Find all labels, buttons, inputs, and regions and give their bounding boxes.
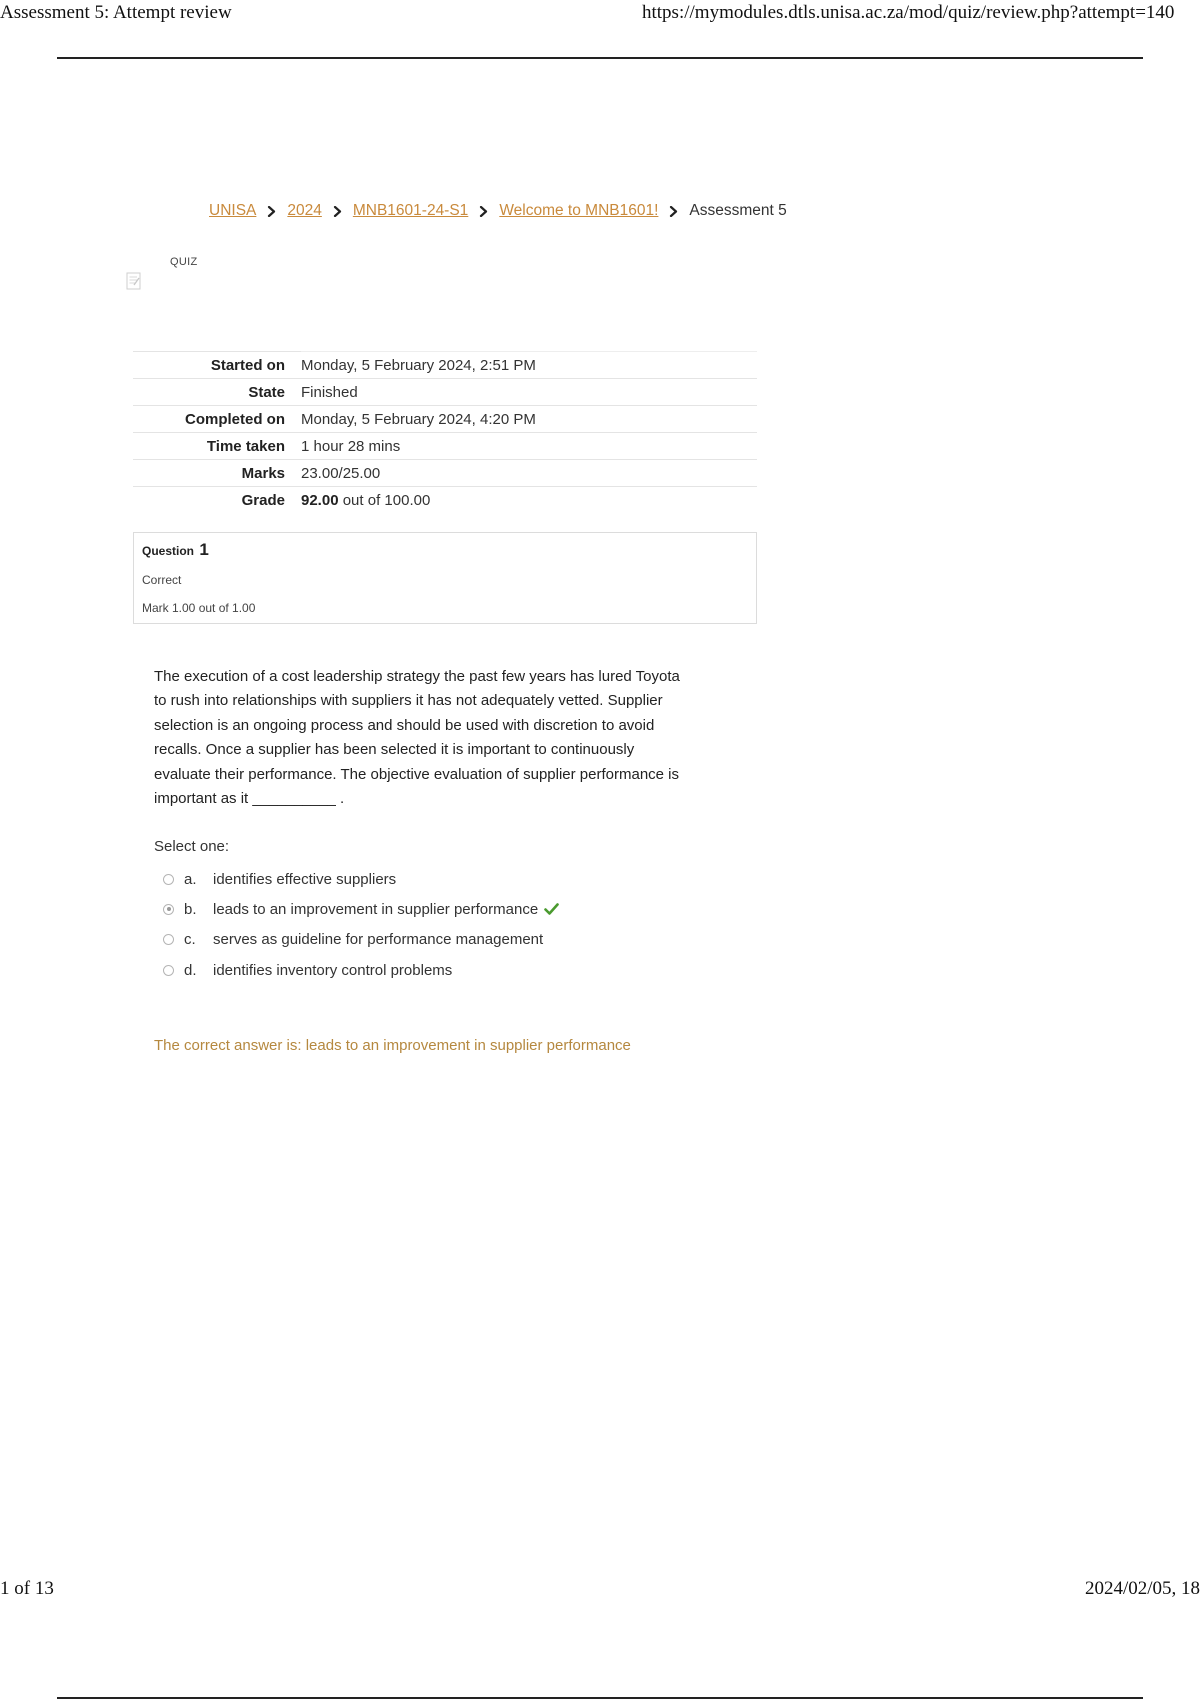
summary-label: Time taken (133, 433, 301, 460)
radio-button[interactable] (163, 965, 174, 976)
print-footer-datetime: 2024/02/05, 18 (1085, 1578, 1200, 1599)
answer-option-c[interactable] (163, 925, 559, 955)
summary-row-time-taken (133, 433, 757, 460)
header-rule (57, 57, 1143, 59)
answer-option-b[interactable] (163, 894, 559, 924)
summary-value: 1 hour 28 mins (301, 433, 757, 460)
activity-type-label: QUIZ (170, 256, 198, 268)
answer-option-a[interactable] (163, 864, 559, 894)
answer-option-d[interactable] (163, 955, 559, 985)
summary-value (301, 487, 757, 514)
answer-letter: c. (184, 931, 196, 949)
answer-text: serves as guideline for performance management (213, 931, 544, 949)
summary-row-completed (133, 406, 757, 433)
attempt-summary-table (133, 351, 757, 514)
question-number-value: 1 (199, 540, 209, 559)
question-state: Correct (142, 573, 182, 587)
summary-row-state (133, 379, 757, 406)
summary-label: Started on (133, 352, 301, 379)
correct-answer-feedback: The correct answer is: leads to an improvement in supplier performance (154, 1037, 631, 1054)
question-mark: Mark 1.00 out of 1.00 (142, 601, 256, 615)
chevron-right-icon (669, 206, 678, 217)
print-footer-page: 1 of 13 (0, 1578, 54, 1599)
chevron-right-icon (333, 206, 342, 217)
radio-button[interactable] (163, 934, 174, 945)
question-text-line: important as it __________ . (154, 790, 345, 808)
breadcrumb-link-year[interactable]: 2024 (287, 202, 322, 219)
summary-label: State (133, 379, 301, 406)
answer-letter: d. (184, 961, 197, 979)
breadcrumb (209, 202, 787, 220)
checkmark-icon (544, 903, 559, 915)
question-text-line: recalls. Once a supplier has been selected it is important to continuously (154, 741, 635, 759)
answer-letter: b. (184, 900, 197, 918)
breadcrumb-link-unisa[interactable]: UNISA (209, 202, 257, 219)
print-header-title: Assessment 5: Attempt review (0, 2, 232, 23)
summary-value: Finished (301, 379, 757, 406)
breadcrumb-link-welcome[interactable]: Welcome to MNB1601! (499, 202, 659, 219)
footer-rule (57, 1697, 1143, 1699)
grade-score: 92.00 (301, 491, 339, 509)
chevron-right-icon (267, 206, 276, 217)
answer-prompt: Select one: (154, 838, 230, 855)
radio-button[interactable] (163, 874, 174, 885)
quiz-icon (126, 272, 142, 290)
summary-row-marks (133, 460, 757, 487)
question-label: Question (142, 544, 195, 558)
breadcrumb-link-course[interactable]: MNB1601-24-S1 (352, 202, 469, 219)
question-text-line: selection is an ongoing process and should be used with discretion to avoid (154, 716, 655, 734)
question-info-box (133, 532, 757, 624)
answer-letter: a. (184, 870, 197, 888)
answer-list (163, 864, 559, 985)
question-text-line: evaluate their performance. The objective evaluation of supplier performance is (154, 765, 680, 783)
summary-value: 23.00/25.00 (301, 460, 757, 487)
breadcrumb-current: Assessment 5 (689, 202, 787, 219)
summary-value: Monday, 5 February 2024, 2:51 PM (301, 352, 757, 379)
summary-label: Completed on (133, 406, 301, 433)
summary-label: Marks (133, 460, 301, 487)
answer-text: identifies effective suppliers (213, 870, 397, 888)
print-header-url: https://mymodules.dtls.unisa.ac.za/mod/quiz/review.php?attempt=140 (642, 2, 1175, 23)
question-text-line: to rush into relationships with suppliers it has not adequately vetted. Supplier (154, 692, 663, 710)
answer-text: identifies inventory control problems (213, 961, 453, 979)
radio-button-selected[interactable] (163, 904, 174, 915)
summary-row-started (133, 352, 757, 379)
summary-label: Grade (133, 487, 301, 514)
question-number (142, 540, 209, 560)
answer-text: leads to an improvement in supplier performance (213, 900, 539, 918)
grade-suffix: out of 100.00 (342, 491, 431, 509)
question-text (154, 665, 734, 811)
summary-value: Monday, 5 February 2024, 4:20 PM (301, 406, 757, 433)
summary-row-grade (133, 487, 757, 514)
chevron-right-icon (479, 206, 488, 217)
question-text-line: The execution of a cost leadership strategy the past few years has lured Toyota (154, 668, 680, 685)
